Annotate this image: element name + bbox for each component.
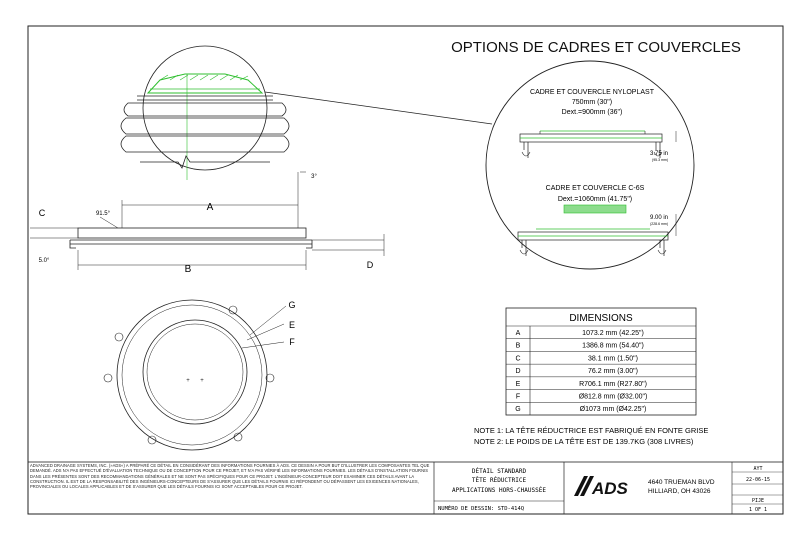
table-row-key: B <box>515 342 521 350</box>
svg-text:+: + <box>200 378 204 384</box>
ads-logo-mark <box>574 476 594 496</box>
note-1: NOTE 1: LA TÊTE RÉDUCTRICE EST FABRIQUÉ EN FONTE GRISE <box>474 426 709 435</box>
table-row-key: D <box>515 368 521 376</box>
table-row-key: C <box>515 355 521 363</box>
option1-heading: CADRE ET COUVERCLE NYLOPLAST <box>530 89 654 96</box>
detail-leader-line <box>265 92 492 124</box>
note-2: NOTE 2: LE POIDS DE LA TÊTE EST DE 139.7KG (308 LIVRES) <box>474 437 694 446</box>
dim-label-c: C <box>38 208 46 218</box>
detail-title-line: TÊTE RÉDUCTRICE <box>471 477 527 484</box>
disclaimer-text: ADVANCED DRAINAGE SYSTEMS, INC. (»ADS«) A PRÉPARÉ CE DÉTAIL EN CONSIDÉRANT DES INFORMATIONS FOURNIES À ADS. CE DESSIN A POUR BUT D'ILLUSTRER LES COMPOSANTES TEL QUE DEMANDÉ. ADS N'A PAS EFFECTUÉ D'ÉVALUATION TECHNIQUE OU DE CONCEPTION POUR CE PROJET, ET N'A PAS VÉRIFIÉ LES INFORMATIONS FOURNIES. LES DÉTAILS D'INSTALLATION FOURNIS DANS LES PRÉSENTES SONT DES RECOMMANDATIONS GÉNÉRALES ET NE SONT PAS SPÉCIFIQUES POUR CE PROJET. L'INGÉNIEUR-CONCEPTEUR DOIT EXAMINER CES DÉTAILS AVANT LA CONSTRUCTION. IL EST DE LA RESPONSABILITÉ DES INGÉNIEURS-CONCEPTEURS DE S'ASSURER QUE LES DÉTAILS FOURNIS ICI RÉPONDENT OU DÉPASSENT LES EXIGENCES NATIONALES, PROVINCIALES OU LOCALES APPLICABLES ET DE S'ASSURER QUE LES DÉTAILS FOURNIS ICI SONT ACCEPTABLES POUR CE PROJET. <box>30 463 430 490</box>
table-row-value: 1073.2 mm (42.25") <box>582 329 644 337</box>
table-row-key: F <box>515 393 521 401</box>
option2-dim-mm: (228.6 mm) <box>650 222 668 226</box>
table-row-value: 38.1 mm (1.50") <box>588 355 638 363</box>
ads-logo: ADS <box>592 479 628 498</box>
option2-heading: CADRE ET COUVERCLE C-6S <box>545 185 645 192</box>
angle-label-right: 3° <box>311 174 317 180</box>
address-line-1: 4640 TRUEMAN BLVD <box>648 479 715 486</box>
drawing-title: OPTIONS DE CADRES ET COUVERCLES <box>451 39 741 56</box>
option2-dim: 9.00 in <box>649 215 668 221</box>
detail-standard-label: DÉTAIL STANDARD <box>471 468 527 475</box>
dimensions-table-heading: DIMENSIONS <box>569 313 633 324</box>
option1-diameter: Dext.=900mm (36") <box>561 109 623 116</box>
table-row-key: A <box>515 329 521 337</box>
drawn-by: AYT <box>753 466 763 472</box>
drawing-number: NUMÉRO DE DESSIN: STD-414Q <box>438 506 525 512</box>
table-row-value: 1386.8 mm (54.40") <box>582 342 644 350</box>
dim-label-d: D <box>366 260 374 270</box>
sheet-number: 1 OF 1 <box>748 507 768 513</box>
svg-text:+: + <box>186 378 190 384</box>
table-row-key: E <box>515 380 521 388</box>
table-row-value: Ø1073 mm (Ø42.25") <box>579 406 647 414</box>
dimensions-table <box>506 308 696 415</box>
riser-detail-circle <box>121 46 289 180</box>
plan-view <box>104 300 286 450</box>
option1-size: 750mm (30") <box>571 99 613 106</box>
table-row-value: R706.1 mm (R27.80") <box>579 380 647 388</box>
detail-subtitle-line: APPLICATIONS HORS-CHAUSSÉE <box>452 487 546 494</box>
project-code: PIJE <box>751 498 765 504</box>
table-row-value: Ø812.8 mm (Ø32.00") <box>578 393 648 401</box>
table-row-value: 76.2 mm (3.00") <box>588 368 638 376</box>
address-line-2: HILLIARD, OH 43026 <box>648 488 711 495</box>
angle-label-left: 5.0° <box>38 258 50 264</box>
dim-label-b: B <box>184 264 192 275</box>
option1-dim-mm: (95.3 mm) <box>652 158 668 162</box>
drawing-date: 22-06-15 <box>745 477 771 483</box>
plan-label-g: G <box>288 300 296 310</box>
table-row-key: G <box>515 406 521 414</box>
plan-label-f: F <box>289 337 295 347</box>
plan-label-e: E <box>288 320 296 330</box>
option1-dim: 3.75 in <box>649 151 668 157</box>
option2-diameter: Dext.=1060mm (41.75") <box>557 196 633 203</box>
angle-label-top: 91.5° <box>95 211 111 217</box>
dim-label-a: A <box>206 202 214 213</box>
elevation-view <box>30 172 384 270</box>
